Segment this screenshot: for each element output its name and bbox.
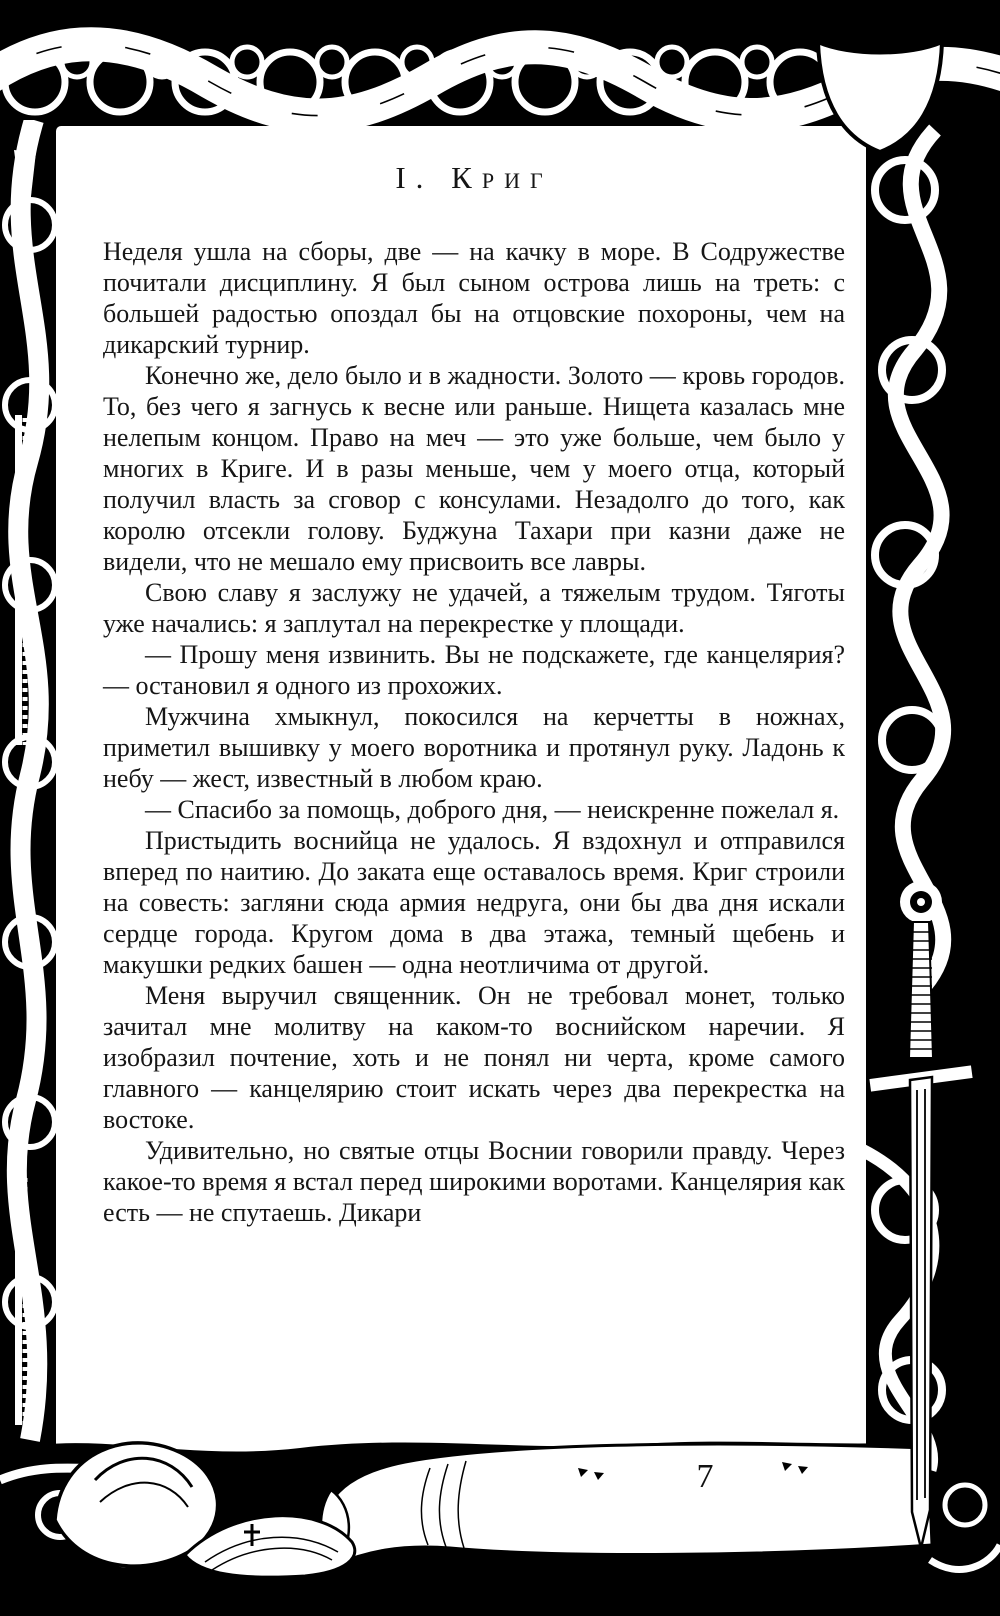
notched-staff <box>15 415 22 745</box>
banner-scroll <box>321 1444 932 1565</box>
chapter-title: I. Криг <box>395 160 553 195</box>
paragraph: Конечно же, дело было и в жадности. Золото — кровь городов. То, без чего я загнусь к весне или раньше. Нищета казалась мне нелепым концом. Право на меч — это уже больше, чем было у многих в Криге. И в разы меньше, чем у моего отца, который получил власть за сговор с консулами. Незадолго до того, как королю отсекли голову. Буджуна Тахари при казни даже не видели, что не мешало ему присвоить все лавры. <box>103 361 845 576</box>
page-number: 7 <box>696 1458 714 1495</box>
paragraph: Неделя ушла на сборы, две — на качку в море. В Содружестве почитали дисциплину. Я был сыном острова лишь на треть: с большей радостью опоздал бы на отцовские похороны, чем на дикарский турнир. <box>103 237 845 359</box>
bottom-border-ornament <box>0 1436 1000 1616</box>
text-column <box>103 160 845 1228</box>
paragraph: Мужчина хмыкнул, покосился на керчетты в ножнах, приметил вышивку у моего воротника и протянул руку. Ладонь к небу — жест, известный в любом краю. <box>103 702 845 793</box>
paragraph: Пристыдить воснийца не удалось. Я вздохнул и отправился вперед по наитию. До заката еще оставалось время. Криг строили на совесть: загляни сюда армия недруга, они бы два дня искали сердце города. Кругом дома в два этажа, темный щебень и макушки редких башен — одна неотличима от другой. <box>103 826 845 979</box>
body-text <box>103 236 845 1228</box>
paragraph: Меня выручил священник. Он не требовал монет, только зачитал мне молитву на каком-то воснийском наречии. Я изобразил почтение, хоть и не понял ни черта, кроме самого главного — канцелярию стоит искать через два перекрестка на востоке. <box>103 981 845 1134</box>
paragraph: Удивительно, но святые отцы Воснии говорили правду. Через какое-то время я встал перед широкими воротами. Канцелярия как есть — не спутаешь. Дикари <box>103 1136 845 1227</box>
paragraph: — Прошу меня извинить. Вы не подскажете, где канцелярия? — остановил я одного из прохожих. <box>103 640 845 700</box>
paragraph: Свою славу я заслужу не удачей, а тяжелым трудом. Тяготы уже начались: я заплутал на перекрестке у площади. <box>103 578 845 638</box>
paragraph: — Спасибо за помощь, доброго дня, — неискренне пожелал я. <box>145 795 840 824</box>
